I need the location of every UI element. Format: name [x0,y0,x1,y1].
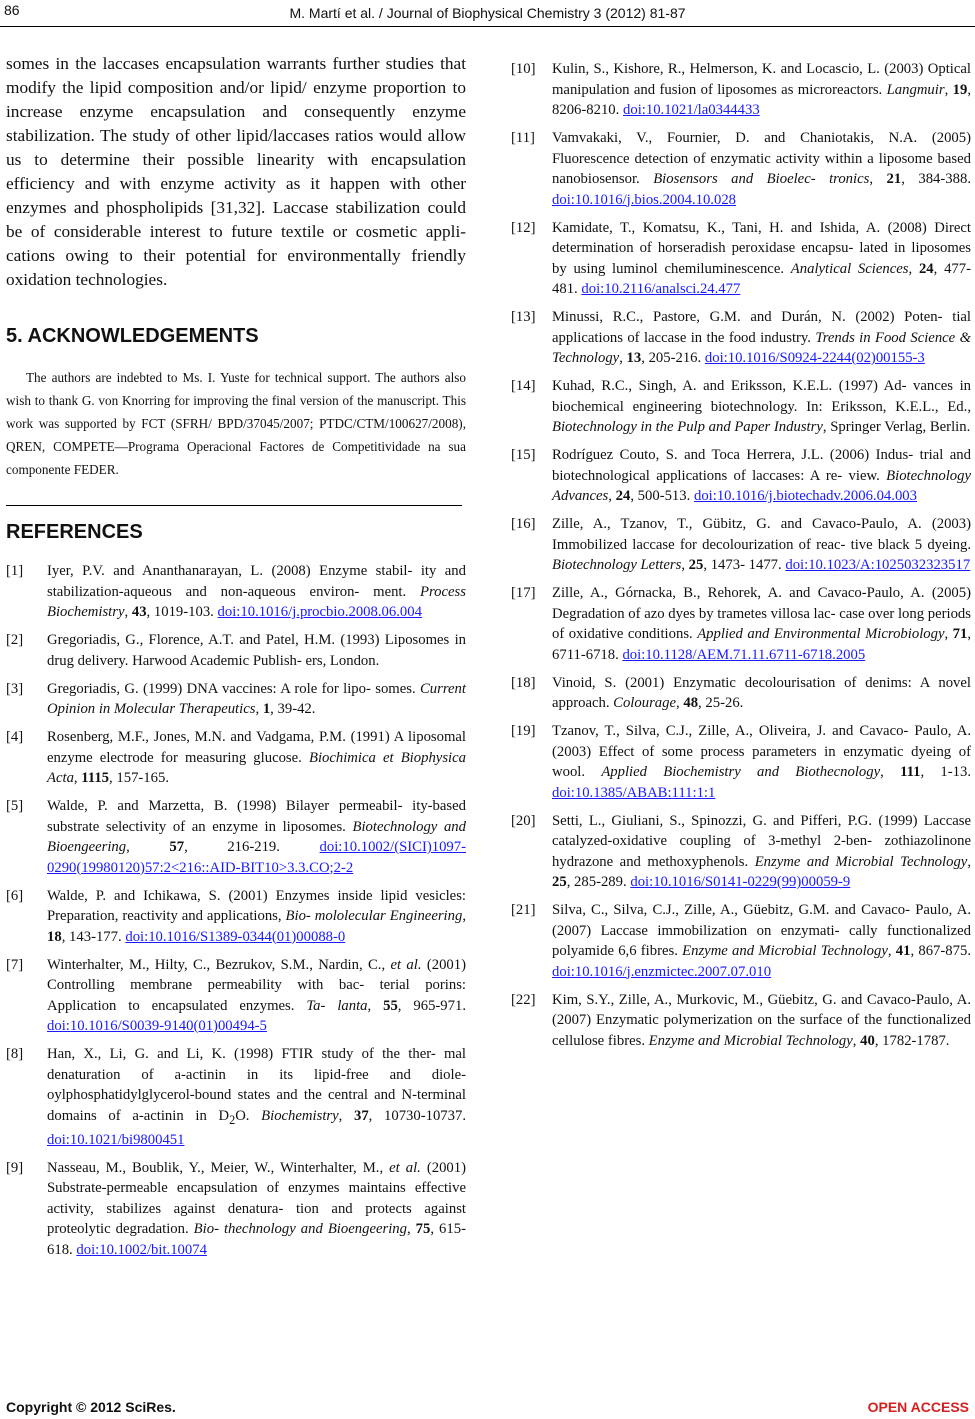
reference-journal: Biotechnology in the Pulp and Paper Industry [552,419,823,435]
reference-volume: 24 [918,260,934,277]
reference-separator: , [967,853,971,870]
reference-separator: , [338,1107,354,1124]
reference-doi-link[interactable]: doi:10.1016/S0141-0229(99)00059-9 [630,874,851,890]
reference-item [511,721,971,803]
reference-text: Tzanov, T., Silva, C.J., Zille, A., Oliveira, J. and Cavaco- Paulo, A. (2003) Effect of some process parameters in enzymatic dyeing of wool. [552,723,971,780]
reference-number: [8] [6,1046,24,1062]
reference-subscript: 2 [229,1112,236,1127]
reference-list-right [511,59,971,1051]
reference-doi-link[interactable]: doi:10.1016/j.procbio.2008.06.004 [217,604,422,620]
reference-text: Silva, C., Silva, C.J., Zille, A., Güebitz, G.M. and Cavaco- Paulo, A. (2007) Laccase immobilization on enzymati- cally functionalized polyamide 6,6 fibres. [552,902,971,959]
reference-number: [16] [511,516,536,532]
reference-volume: 25 [688,557,704,573]
reference-journal: Enzyme and Microbial Technology [682,943,888,959]
reference-item [6,1158,466,1261]
references-heading: REFERENCES [6,521,143,543]
open-access-label: OPEN ACCESS [867,1399,969,1415]
reference-journal: Bio- thechnology and Bioengeering [193,1221,407,1238]
reference-volume: 19 [952,81,968,98]
reference-number: [11] [511,130,535,146]
page-header [0,0,975,28]
reference-journal: Bio- mololecular Engineering [285,908,463,924]
reference-journal: Langmuir [886,81,945,98]
reference-volume: 43 [131,604,147,620]
reference-pages: , 143-177. [61,928,126,945]
reference-pages: , 1-13. [920,764,972,780]
reference-separator: , [908,260,919,277]
reference-text: Rodríguez Couto, S. and Toca Herrera, J.L. (2006) Indus- trial and biotechnological applications of laccases: A re- view. [552,447,971,484]
right-column [511,59,971,1059]
header-rule [0,26,975,27]
acknowledgements-heading: 5. ACKNOWLEDGEMENTS [6,325,259,347]
reference-separator: , [944,81,953,98]
reference-pages: , 965-971. [397,997,467,1014]
reference-pages: , 157-165. [109,770,170,786]
reference-text: Kuhad, R.C., Singh, A. and Eriksson, K.E.L. (1997) Ad- vances in biochemical engineering biotechnology. In: Eriksson, K.E.L., Ed., [552,378,971,415]
reference-pages: , 1019-103. [146,604,218,620]
reference-volume: 13 [626,350,642,366]
reference-journal: Biotechnology Advances [552,467,971,504]
reference-item [511,376,971,438]
reference-item [6,1044,466,1150]
reference-number: [21] [511,902,536,918]
reference-text: Zille, A., Tzanov, T., Gübitz, G. and Cavaco-Paulo, A. (2003) Immobilized laccase for decolourization of reac- tive black 5 dyeing. [552,516,971,553]
reference-pages: , 285-289. [566,874,631,890]
reference-text: Gregoriadis, G. (1999) DNA vaccines: A role for lipo- somes. [47,680,421,697]
reference-doi-link[interactable]: doi:10.2116/analsci.24.477 [581,281,741,297]
reference-text: Zille, A., Górnacka, B., Rehorek, A. and Cavaco-Paulo, A. (2005) Degradation of azo dyes by trametes villosa lac- case over long periods of oxidative conditions. [552,585,971,642]
reference-number: [10] [511,61,536,77]
reference-et-al: et al. [389,1159,421,1176]
reference-number: [22] [511,991,536,1008]
reference-number: [12] [511,219,536,236]
reference-doi-link[interactable]: doi:10.1021/bi9800451 [47,1131,185,1148]
reference-doi-link[interactable]: doi:10.1016/S0039-9140(01)00494-5 [47,1018,267,1034]
reference-separator: , [255,701,263,717]
reference-item [511,59,971,121]
reference-text: (2001) Substrate-permeable encapsulation of enzymes maintains effective activity, stabilizes against denatura- tion and protects against proteolytic degradation. [47,1159,466,1238]
reference-text: Minussi, R.C., Pastore, G.M. and Durán, N. (2002) Poten- tial applications of laccase in the food industry. [552,309,971,346]
page-footer [0,1397,975,1419]
reference-separator: , [676,695,684,711]
reference-doi-link[interactable]: doi:10.1023/A:1025032323517 [785,557,971,573]
reference-text: O. [235,1107,262,1124]
reference-volume: 25 [552,874,567,890]
reference-number: [1] [6,563,24,579]
reference-journal: Process Biochemistry [47,583,466,620]
reference-number: [17] [511,585,536,601]
reference-separator: , [608,488,616,504]
reference-pages: , 384-388. [901,171,971,187]
reference-item [6,955,466,1037]
reference-number: [13] [511,309,536,325]
reference-number: [3] [6,680,24,697]
reference-pages: , Springer Verlag, Berlin. [822,419,971,435]
reference-pages: , 500-513. [630,488,694,504]
reference-separator: , [852,1032,861,1049]
running-head: M. Martí et al. / Journal of Biophysical Chemistry 3 (2012) 81-87 [289,5,686,21]
reference-text: Kulin, S., Kishore, R., Helmerson, K. and Locascio, L. (2003) Optical manipulation and fusion of liposomes as microreactors. [552,61,971,98]
reference-pages: , 10730-10737. [368,1107,467,1124]
reference-journal: Enzyme and Microbial Technology [648,1032,853,1049]
reference-journal: Biochimica et Biophysica Acta [47,749,466,786]
reference-volume: 41 [895,943,911,959]
reference-journal: Trends in Food Science & Technology [552,329,971,366]
reference-number: [14] [511,378,536,394]
reference-number: [15] [511,447,536,463]
reference-separator: , [462,908,466,924]
reference-pages: , 1782-1787. [874,1032,950,1049]
reference-pages: , 205-216. [641,350,705,366]
copyright: Copyright © 2012 SciRes. [6,1399,176,1415]
reference-pages: , 6711-6718. [552,626,971,663]
reference-separator: , [619,350,627,366]
reference-separator: , [73,770,82,786]
reference-doi-link[interactable]: doi:10.1016/j.enzmictec.2007.07.010 [552,963,772,980]
reference-pages: , 39-42. [270,701,316,717]
body-paragraph: somes in the laccases encapsulation warrants further studies that modify the lipid composition and/or lipid/ enzyme proportion to increase enzyme encapsulation and consequently enzyme stabilization. The study of other lipid/laccases ratios would allow us to determine their possible linearity with encapsulation efficiency and with enzyme activity as it happen with other enzymes and phospholipids [31,32]. Laccase stabilization could be of considerable interest to future textile or cosmetic appli- cations owing to their potential for environmentally friendly oxidation technologies. [6,54,466,289]
left-column [6,52,466,1268]
section-separator [6,505,462,506]
reference-journal: Biosensors and Bioelec- tronics [653,171,870,187]
reference-item [6,561,466,623]
reference-separator: , [869,171,887,187]
page-number: 86 [4,2,20,18]
reference-doi-link[interactable]: doi:10.1128/AEM.71.11.6711-6718.2005 [622,646,866,663]
reference-pages: , 615-618. [47,1221,466,1258]
reference-item [511,218,971,300]
reference-separator: , [887,943,896,959]
reference-item [6,630,466,671]
reference-volume: 48 [683,695,699,711]
reference-pages: , 477-481. [552,260,971,297]
reference-journal: Analytical Sciences [790,260,909,277]
reference-volume: 111 [900,764,921,780]
reference-separator: , [124,604,132,620]
reference-text: Nasseau, M., Boublik, Y., Meier, W., Winterhalter, M., [47,1159,390,1176]
reference-volume: 1115 [81,770,110,786]
reference-journal: Applied Biochemistry and Biothecnology [601,764,881,780]
reference-pages: , 216-219. [184,839,320,855]
reference-list-left [6,561,466,1260]
reference-separator: , [944,626,953,642]
reference-item [511,583,971,665]
reference-volume: 18 [47,928,62,945]
reference-text: Setti, L., Giuliani, S., Spinozzi, G. and Pifferi, P.G. (1999) Laccase catalyzed-oxidative coupling of 3-methyl 2-ben- zothiazolinone hydrazone and methoxyphenols. [552,812,971,870]
reference-number: [2] [6,632,24,648]
reference-volume: 71 [952,626,968,642]
reference-item [511,990,971,1052]
reference-et-al: et al. [390,956,422,973]
reference-volume: 1 [262,701,271,717]
reference-item [511,811,971,893]
reference-item [511,673,971,714]
reference-doi-link[interactable]: doi:10.1021/la0344433 [623,102,760,118]
reference-text: Gregoriadis, G., Florence, A.T. and Patel, H.M. (1993) Liposomes in drug delivery. Harwood Academic Publish- ers, London. [47,632,466,669]
reference-separator: , [367,997,384,1014]
reference-volume: 37 [353,1107,369,1124]
reference-text: Rosenberg, M.F., Jones, M.N. and Vadgama, P.M. (1991) A liposomal enzyme electrode for measuring glucose. [47,729,466,766]
reference-text: Winterhalter, M., Hilty, C., Bezrukov, S.M., Nardin, C., [47,956,391,973]
reference-number: [20] [511,812,536,829]
reference-doi-link[interactable]: doi:10.1385/ABAB:111:1:1 [552,784,716,801]
reference-journal: Colourage [613,695,677,711]
reference-journal: Enzyme and Microbial Technology [754,853,968,870]
reference-journal: Biochemistry [261,1107,339,1124]
reference-item [6,727,466,789]
reference-text: Han, X., Li, G. and Li, K. (1998) FTIR study of the ther- mal denaturation of a-actinin in its lipid-free and diole- oylphosphatidylglycerol-bound states and the central and N-terminal domains of a-actinin in D [47,1046,466,1124]
reference-text: Iyer, P.V. and Ananthanarayan, L. (2008) Enzyme stabil- ity and stabilization-aqueous and non-aqueous environ- ment. [47,563,466,600]
reference-pages: , 8206-8210. [552,81,971,118]
reference-volume: 75 [415,1221,431,1238]
reference-item [511,445,971,507]
reference-doi-link[interactable]: doi:10.1016/S0924-2244(02)00155-3 [704,350,925,366]
reference-item [511,128,971,210]
reference-number: [7] [6,956,24,973]
reference-number: [19] [511,723,536,739]
reference-separator: , [681,557,689,573]
reference-doi-link[interactable]: doi:10.1016/j.bios.2004.10.028 [552,191,737,208]
reference-volume: 40 [860,1032,875,1049]
reference-text: Kim, S.Y., Zille, A., Murkovic, M., Güebitz, G. and Cavaco-Paulo, A. (2007) Enzymatic polymerization on the surface of the functionalized cellulose fibres. [552,991,971,1049]
reference-number: [4] [6,729,24,745]
reference-text: Vamvakaki, V., Fournier, D. and Chaniotakis, N.A. (2005) Fluorescence detection of enzymatic activity within a liposome based nanobiosensor. [552,130,971,187]
reference-number: [18] [511,674,536,691]
reference-item [511,307,971,369]
acknowledgements-text: The authors are indebted to Ms. I. Yuste for technical support. The authors also wish to thank G. von Knorring for improving the final version of the manuscript. This work was supported by FCT (SFRH/ BPD/37045/2007; PTDC/CTM/100627/2008), QREN, COMPETE—Programa Operacional Factores de Competitividade na sua componente FEDER. [6,370,466,477]
reference-text: Walde, P. and Marzetta, B. (1998) Bilayer permeabil- ity-based substrate selectivity of an enzyme in liposomes. [47,798,466,835]
reference-doi-link[interactable]: doi:10.1002/bit.10074 [76,1241,207,1258]
reference-number: [5] [6,798,24,814]
reference-text: (2001) Controlling membrane permeability with bac- terial porins: Application to encapsulated enzymes. [47,956,466,1014]
reference-text: Vinoid, S. (2001) Enzymatic decolourisation of denims: A novel approach. [552,674,971,711]
reference-item [6,679,466,720]
reference-separator: , [126,839,170,855]
reference-pages: , 25-26. [698,695,744,711]
reference-journal: Current Opinion in Molecular Therapeutics [47,680,466,717]
reference-number: [6] [6,887,24,904]
reference-volume: 57 [169,839,185,855]
reference-journal: Ta- lanta [306,997,368,1014]
reference-volume: 55 [383,997,398,1014]
reference-item [6,886,466,948]
reference-item [511,900,971,982]
reference-journal: Biotechnology Letters [552,557,682,573]
reference-separator: , [406,1221,416,1238]
reference-pages: , 1473- 1477. [703,557,786,573]
reference-number: [9] [6,1159,24,1176]
reference-doi-link[interactable]: doi:10.1016/j.biotechadv.2006.04.003 [693,488,917,504]
reference-journal: Biotechnology and Bioengeering [47,818,466,855]
reference-text: Walde, P. and Ichikawa, S. (2001) Enzymes inside lipid vesicles: Preparation, reactivity and applications, [47,887,466,924]
reference-text: Kamidate, T., Komatsu, K., Tani, H. and Ishida, A. (2008) Direct determination of horseradish peroxidase encapsu- lated in liposomes by using luminol chemiluminescence. [552,219,971,277]
reference-journal: Applied and Environmental Microbiology [697,626,945,642]
reference-item [511,514,971,576]
reference-volume: 21 [886,171,902,187]
reference-doi-link[interactable]: doi:10.1002/(SICI)1097-0290(19980120)57:2<216::AID-BIT10>3.3.CO;2-2 [47,839,466,876]
reference-item [6,796,466,878]
reference-separator: , [880,764,901,780]
reference-doi-link[interactable]: doi:10.1016/S1389-0344(01)00088-0 [125,928,346,945]
reference-volume: 24 [615,488,631,504]
reference-pages: , 867-875. [910,943,971,959]
